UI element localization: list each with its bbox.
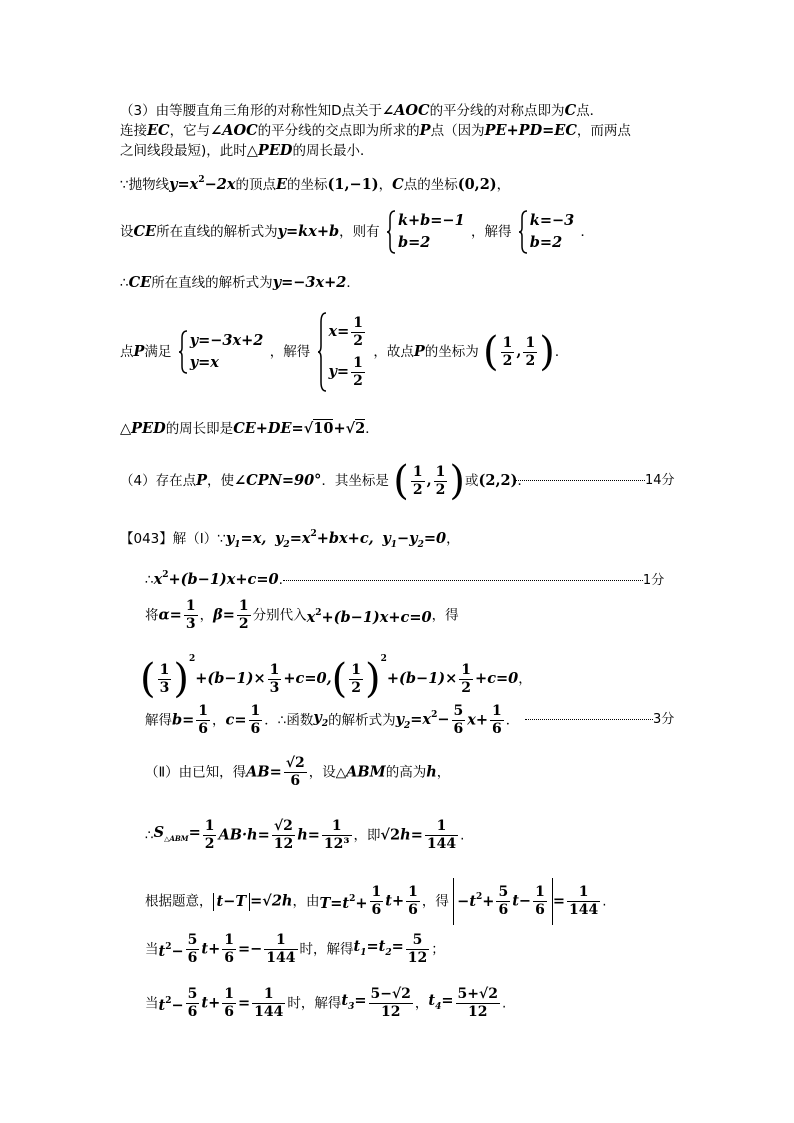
text-line: 将α= $\frac{1}{3}$ ，β= $\frac{1}{2}$ 分别代入$x^2+(b-1)x+c=0$，得 [145, 598, 459, 632]
text-line: ∴CE所在直线的解析式为y=−3x+2． [120, 274, 360, 291]
text-line: $\therefore S_{\triangle ABM}=$ $\frac{1}{2}$ AB·h= $\frac{√2}{12}$ h= $\frac{1}{\text{12³}}$ ，即√2h= $\frac{1}{144}$ . [145, 818, 465, 852]
equation-system: k+b=−1 b=2 [386, 210, 465, 254]
text-line: 点P满足 y=−3x+2 y=x ，解得 x= $\frac{1}{2}$ y= $\frac{1}{2}$ ，故点P的坐标为 ( $\frac{1}{2}$ , $\frac{1}{2}$ )． [120, 312, 568, 392]
text-line: 根据题意， t−T =√2h，由$T=t^2+$ $\frac{1}{6}$ t+ $\frac{1}{6}$ ，得 $-t^2+$ $\frac{5}{6}$ t− $\frac{1}{6}$ = $\frac{1}{144}$ . [145, 878, 607, 925]
text-line: ∵抛物线$y=x^2-2x$的顶点E的坐标(1,−1)，C点的坐标(0,2)， [120, 175, 511, 193]
text-line: 当$t^2-$ $\frac{5}{6}$ t+ $\frac{1}{6}$ =− $\frac{1}{144}$ 时，解得$t_1=t_2=$ $\frac{5}{12}$ ； [145, 932, 445, 966]
text-line: 【043】解$(Ⅰ)\because y_1=x$, $y_2=x^2+bx+c$, $y_1-y_2=0$， [120, 529, 460, 550]
text-line: △PED的周长即是CE+DE=√10+√2． [120, 420, 379, 437]
equation-system: x= $\frac{1}{2}$ y= $\frac{1}{2}$ [317, 312, 368, 392]
text-line: 之间线段最短)，此时△PED的周长最小． [120, 142, 374, 159]
text-line: （4）存在点P，使∠CPN=90°．其坐标是 ( $\frac{1}{2}$ , $\frac{1}{2}$ )或(2,2)． [120, 458, 531, 504]
text-line: 解得b= $\frac{1}{6}$ ，c= $\frac{1}{6}$ ．∴函数$y_2$的解析式为$y_2=x^2-$ $\frac{5}{6}$ x+ $\frac{1}{6}$ ． [145, 703, 520, 737]
score-marker: 14分 [515, 471, 675, 490]
text-line: （3）由等腰直角三角形的对称性知D点关于∠AOC的平分线的对称点即为C点． [120, 102, 604, 119]
equation-system: k=−3 b=2 [518, 210, 574, 254]
text-line: 连接EC，它与∠AOC的平分线的交点即为所求的P点（因为PE+PD=EC，而两点 [120, 122, 631, 139]
text-line: 当$t^2-$ $\frac{5}{6}$ t+ $\frac{1}{6}$ = $\frac{1}{144}$ 时，解得$t_3=$ $\frac{5-√2}{12}$ ，$t_4=$ $\frac{5+√2}{12}$ . [145, 986, 507, 1020]
text-line: $\therefore x^2+(b-1)x+c=0$. 1分 [145, 570, 665, 588]
equation-system: y=−3x+2 y=x [178, 330, 264, 374]
text-line: （Ⅱ）由已知，得AB= $\frac{√2}{6}$ ，设△ABM的高为h， [145, 755, 451, 789]
text-line: ( $\frac{1}{3}$ )$^2$+(b−1)× $\frac{1}{3}$ +c=0,( $\frac{1}{2}$ )$^2$+(b−1)× $\frac{1}{2}$ +c=0， [140, 654, 532, 702]
text-line: 设CE所在直线的解析式为y=kx+b，则有 k+b=−1 b=2 ，解得 k=−3 b=2 ． [120, 210, 594, 254]
score-marker: 3分 [525, 710, 674, 729]
